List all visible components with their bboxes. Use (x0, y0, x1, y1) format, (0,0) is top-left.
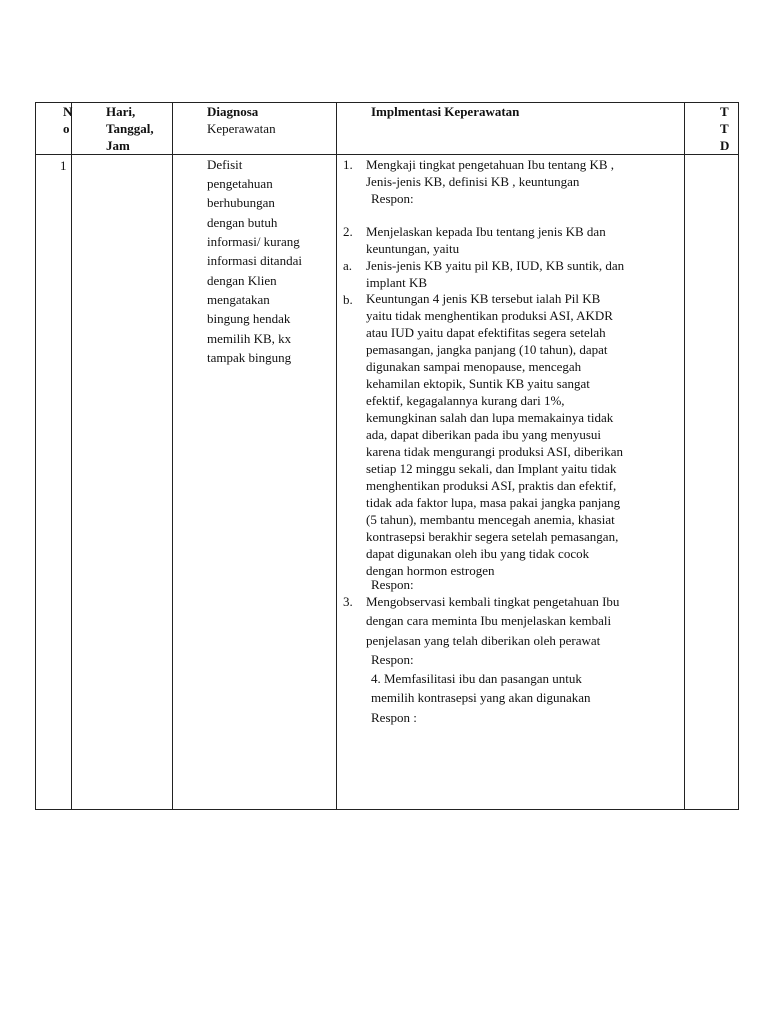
diagnosa-line: berhubungan (207, 195, 275, 210)
diagnosa-line: Defisit (207, 157, 243, 172)
item-line: dengan cara meminta Ibu menjelaskan kembali (366, 613, 612, 628)
item-number: 2. (343, 224, 353, 239)
item-line: memilih kontrasepsi yang akan digunakan (371, 690, 591, 705)
item-line: atau IUD yaitu dapat efektifitas segera setelah (366, 325, 606, 340)
item-letter: a. (343, 258, 353, 273)
item-line: tidak ada faktor lupa, masa pakai jangka panjang (366, 495, 621, 510)
header-diagnosa-line: Diagnosa (207, 104, 259, 119)
col-divider (71, 102, 72, 810)
item-line: Mengobservasi kembali tingkat pengetahuan Ibu (366, 594, 620, 609)
item-line: dapat digunakan oleh ibu yang tidak cocok (366, 546, 590, 561)
item-line: (5 tahun), membantu mencegah anemia, khasiat (366, 512, 615, 527)
header-divider (35, 154, 739, 155)
diagnosa-line: pengetahuan (207, 176, 273, 191)
header-ttd-line: T (720, 104, 729, 119)
item-line: ada, dapat diberikan pada ibu yang menyusui (366, 427, 602, 442)
header-hari-line: Jam (106, 138, 130, 153)
header-hari-line: Hari, (106, 104, 136, 119)
item-line: Mengkaji tingkat pengetahuan Ibu tentang KB , (366, 157, 615, 172)
item-line: dengan hormon estrogen (366, 563, 495, 578)
item-line: pemasangan, jangka panjang (10 tahun), dapat (366, 342, 608, 357)
item-line: efektif, kegagalannya kurang dari 1%, (366, 393, 565, 408)
diagnosa-line: informasi ditandai (207, 253, 302, 268)
header-ttd-line: D (720, 138, 730, 153)
item-line: Keuntungan 4 jenis KB tersebut ialah Pil KB (366, 291, 601, 306)
respon-label: Respon: (371, 191, 414, 206)
col-divider (172, 102, 173, 810)
header-diagnosa-line: Keperawatan (207, 121, 276, 136)
item-line: digunakan sampai menopause, mencegah (366, 359, 582, 374)
item-line: kehamilan ektopik, Suntik KB yaitu sangat (366, 376, 590, 391)
item-line: Jenis-jenis KB yaitu pil KB, IUD, KB suntik, dan (366, 258, 625, 273)
item-line: Jenis-jenis KB, definisi KB , keuntungan (366, 174, 580, 189)
header-implementasi: Implmentasi Keperawatan (371, 104, 520, 119)
col-divider (684, 102, 685, 810)
header-ttd-line: T (720, 121, 729, 136)
item-line: implant KB (366, 275, 428, 290)
respon-label: Respon : (371, 710, 417, 725)
item-line: Menjelaskan kepada Ibu tentang jenis KB dan (366, 224, 606, 239)
item-number: 3. (343, 594, 353, 609)
header-hari-line: Tanggal, (106, 121, 154, 136)
diagnosa-line: dengan butuh (207, 215, 278, 230)
item-line: keuntungan, yaitu (366, 241, 460, 256)
item-number: 1. (343, 157, 353, 172)
item-line: kontrasepsi berakhir segera setelah pemasangan, (366, 529, 619, 544)
item-line: penjelasan yang telah diberikan oleh perawat (366, 633, 601, 648)
header-no-line: N (63, 104, 73, 119)
header-no-line: o (63, 121, 70, 136)
row-number: 1 (60, 158, 67, 173)
item-letter: b. (343, 292, 353, 307)
item-line: kemungkinan salah dan lupa memakainya tidak (366, 410, 614, 425)
item-line: menghentikan produksi ASI, praktis dan efektif, (366, 478, 617, 493)
respon-label: Respon: (371, 577, 414, 592)
item-line: setiap 12 minggu sekali, dan Implant yaitu tidak (366, 461, 617, 476)
diagnosa-line: dengan Klien (207, 273, 277, 288)
diagnosa-line: tampak bingung (207, 350, 292, 365)
col-divider (336, 102, 337, 810)
diagnosa-line: bingung hendak (207, 311, 291, 326)
respon-label: Respon: (371, 652, 414, 667)
item-line: karena tidak mengurangi produksi ASI, diberikan (366, 444, 624, 459)
diagnosa-line: mengatakan (207, 292, 270, 307)
diagnosa-line: memilih KB, kx (207, 331, 292, 346)
diagnosa-line: informasi/ kurang (207, 234, 300, 249)
item-line: 4. Memfasilitasi ibu dan pasangan untuk (371, 671, 582, 686)
item-line: yaitu tidak menghentikan produksi ASI, AKDR (366, 308, 613, 323)
